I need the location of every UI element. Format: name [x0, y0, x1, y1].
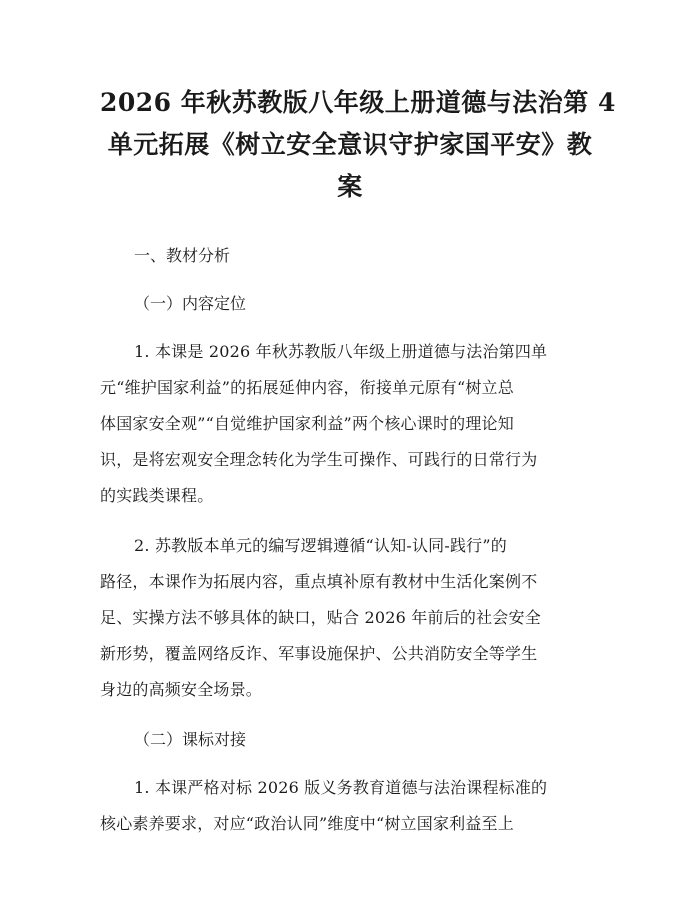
paragraph-line: 体国家安全观”“自觉维护国家利益”两个核心课时的理论知	[100, 414, 514, 433]
paragraph-line: 1. 本课严格对标 2026 版义务教育道德与法治课程标准的	[134, 778, 548, 797]
document-title	[100, 82, 616, 208]
paragraph-1	[100, 334, 600, 514]
paragraph-3	[100, 770, 600, 842]
document-body	[100, 238, 600, 856]
paragraph-line: 路径，本课作为拓展内容，重点填补原有教材中生活化案例不	[100, 572, 538, 591]
title-line: 2026 年秋苏教版八年级上册道德与法治第 4	[100, 88, 616, 117]
paragraph-line: 2. 苏教版本单元的编写逻辑遵循“认知-认同-践行”的	[134, 536, 507, 555]
title-line: 单元拓展《树立安全意识守护家国平安》教	[107, 130, 593, 159]
paragraph-line: 元“维护国家利益”的拓展延伸内容，衔接单元原有“树立总	[100, 378, 514, 397]
paragraph-line: 新形势，覆盖网络反诈、军事设施保护、公共消防安全等学生	[100, 644, 538, 663]
subsection-heading-content-positioning: （一）内容定位	[134, 294, 247, 313]
paragraph-line: 身边的高频安全场景。	[100, 680, 263, 699]
paragraph-line: 核心素养要求，对应“政治认同”维度中“树立国家利益至上	[100, 814, 514, 833]
paragraph-line: 足、实操方法不够具体的缺口，贴合 2026 年前后的社会安全	[100, 608, 541, 627]
subsection-heading-curriculum-alignment: （二）课标对接	[134, 730, 247, 749]
title-line: 案	[337, 172, 363, 201]
paragraph-2	[100, 528, 600, 708]
section-heading-textbook-analysis: 一、教材分析	[134, 246, 231, 265]
paragraph-line: 的实践类课程。	[100, 486, 214, 505]
paragraph-line: 1. 本课是 2026 年秋苏教版八年级上册道德与法治第四单	[134, 342, 548, 361]
paragraph-line: 识，是将宏观安全理念转化为学生可操作、可践行的日常行为	[100, 450, 538, 469]
